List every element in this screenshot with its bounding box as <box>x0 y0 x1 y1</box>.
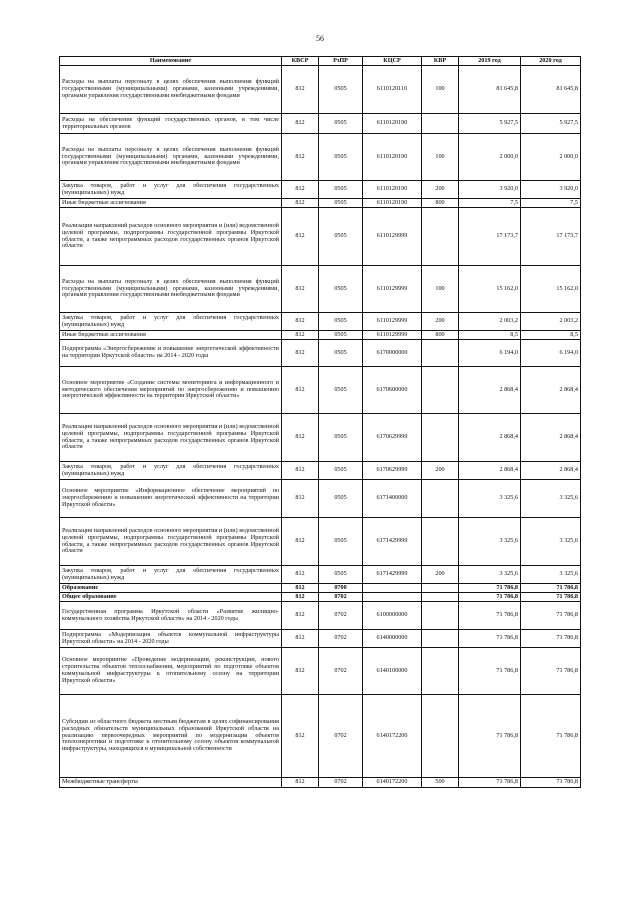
cell-kcsr <box>363 593 422 602</box>
cell-kvsr: 812 <box>282 66 319 114</box>
cell-kcsr: 6110129999 <box>363 266 422 313</box>
table-body <box>60 66 581 788</box>
cell-rzpr: 0505 <box>319 462 363 480</box>
cell-kvr <box>422 695 459 778</box>
cell-kcsr: 6140172200 <box>363 695 422 778</box>
cell-2020: 7,5 <box>521 199 581 208</box>
cell-name: Закупка товаров, работ и услуг для обеспечения государственных (муниципальных) нужд <box>60 313 282 331</box>
table-header-row <box>60 57 581 66</box>
cell-2020: 2 000,0 <box>521 134 581 181</box>
cell-kcsr: 6171429999 <box>363 518 422 566</box>
cell-name: Закупка товаров, работ и услуг для обеспечения государственных (муниципальных) нужд <box>60 462 282 480</box>
cell-name: Межбюджетные трансферты <box>60 778 282 788</box>
header-kvsr: КВСР <box>282 57 319 66</box>
cell-kvsr: 812 <box>282 331 319 340</box>
cell-2019: 6 194,0 <box>459 340 521 367</box>
cell-kvsr: 812 <box>282 584 319 593</box>
cell-name: Расходы на выплаты персоналу в целях обеспечения выполнения функций государственными (муниципальными) органами, казенными учреждениями, органами управления государственными внебюджетными фондами <box>60 266 282 313</box>
page-number: 56 <box>316 34 324 43</box>
header-2019: 2019 год <box>459 57 521 66</box>
cell-name: Закупка товаров, работ и услуг для обеспечения государственных (муниципальных) нужд <box>60 566 282 584</box>
cell-kvr <box>422 648 459 695</box>
cell-kcsr: 6171429999 <box>363 566 422 584</box>
table-row <box>60 566 581 584</box>
cell-kcsr: 6110120190 <box>363 181 422 199</box>
cell-kvsr: 812 <box>282 367 319 414</box>
cell-2020: 3 325,6 <box>521 566 581 584</box>
cell-2020: 15 162,0 <box>521 266 581 313</box>
cell-rzpr: 0700 <box>319 584 363 593</box>
cell-2020: 71 786,8 <box>521 648 581 695</box>
cell-kvsr: 812 <box>282 134 319 181</box>
cell-2020: 71 786,8 <box>521 602 581 630</box>
cell-2020: 5 927,5 <box>521 114 581 134</box>
cell-kvr <box>422 584 459 593</box>
cell-2019: 71 786,8 <box>459 648 521 695</box>
cell-kvsr: 812 <box>282 695 319 778</box>
cell-2019: 3 325,6 <box>459 480 521 518</box>
cell-2019: 2 868,4 <box>459 462 521 480</box>
cell-rzpr: 0702 <box>319 778 363 788</box>
cell-kcsr: 6140100000 <box>363 648 422 695</box>
cell-name: Реализация направлений расходов основного мероприятия и (или) ведомственной целевой программы, подпрограммы государственной программы Иркутской области, а также непрограммных расходов государственных органов Иркутской области <box>60 208 282 266</box>
cell-2019: 71 786,8 <box>459 584 521 593</box>
cell-2020: 71 786,8 <box>521 778 581 788</box>
table-row <box>60 66 581 114</box>
cell-name: Закупка товаров, работ и услуг для обеспечения государственных (муниципальных) нужд <box>60 181 282 199</box>
header-kvr: КВР <box>422 57 459 66</box>
cell-rzpr: 0505 <box>319 518 363 566</box>
cell-kcsr: 6170600000 <box>363 367 422 414</box>
cell-name: Основное мероприятие «Проведение модернизации, реконструкции, нового строительства объектов теплоснабжения, мероприятий по подготовке объектов коммунальной инфраструктуры к отопительному сезону на территории Иркутской области» <box>60 648 282 695</box>
cell-2019: 81 645,8 <box>459 66 521 114</box>
cell-2019: 15 162,0 <box>459 266 521 313</box>
cell-kvr <box>422 340 459 367</box>
cell-2020: 2 868,4 <box>521 462 581 480</box>
cell-kvsr: 812 <box>282 340 319 367</box>
cell-rzpr: 0505 <box>319 208 363 266</box>
cell-rzpr: 0505 <box>319 114 363 134</box>
budget-table <box>59 56 581 788</box>
cell-rzpr: 0505 <box>319 199 363 208</box>
cell-kvr <box>422 114 459 134</box>
table-row <box>60 266 581 313</box>
cell-kvsr: 812 <box>282 414 319 462</box>
cell-kcsr: 6170629999 <box>363 414 422 462</box>
cell-name: Основное мероприятие «Информационное обеспечение мероприятий по энергосбережению и повышению энергетической эффективности на территории Иркутской области» <box>60 480 282 518</box>
cell-2020: 3 920,0 <box>521 181 581 199</box>
cell-kvsr: 812 <box>282 648 319 695</box>
table-row <box>60 518 581 566</box>
cell-2020: 6 194,0 <box>521 340 581 367</box>
cell-kcsr: 6170629999 <box>363 462 422 480</box>
cell-kvr: 200 <box>422 181 459 199</box>
cell-name: Реализация направлений расходов основного мероприятия и (или) ведомственной целевой программы, подпрограммы государственной программы Иркутской области, а также непрограммных расходов государственных органов Иркутской области <box>60 518 282 566</box>
cell-2019: 7,5 <box>459 199 521 208</box>
cell-kvr <box>422 602 459 630</box>
cell-2019: 2 000,0 <box>459 134 521 181</box>
cell-kvr <box>422 208 459 266</box>
cell-kvr: 800 <box>422 331 459 340</box>
cell-rzpr: 0505 <box>319 313 363 331</box>
cell-2020: 3 325,6 <box>521 480 581 518</box>
cell-name: Расходы на выплаты персоналу в целях обеспечения выполнения функций государственными (муниципальными) органами, казенными учреждениями, органами управления государственными внебюджетными фондами <box>60 134 282 181</box>
cell-2019: 71 786,8 <box>459 602 521 630</box>
table-row <box>60 313 581 331</box>
cell-kvsr: 812 <box>282 593 319 602</box>
cell-kvr <box>422 518 459 566</box>
cell-2020: 71 786,8 <box>521 584 581 593</box>
cell-name: Государственная программа Иркутской области «Развитие жилищно-коммунального хозяйства Иркутской области» на 2014 - 2020 годы <box>60 602 282 630</box>
cell-rzpr: 0505 <box>319 134 363 181</box>
cell-rzpr: 0505 <box>319 66 363 114</box>
cell-kvr: 200 <box>422 566 459 584</box>
cell-kvsr: 812 <box>282 199 319 208</box>
table-row <box>60 134 581 181</box>
cell-kvr: 800 <box>422 199 459 208</box>
cell-kcsr: 6110129999 <box>363 331 422 340</box>
table-row <box>60 778 581 788</box>
cell-2019: 2 003,2 <box>459 313 521 331</box>
cell-kvsr: 812 <box>282 208 319 266</box>
cell-2020: 3 325,6 <box>521 518 581 566</box>
cell-kvsr: 812 <box>282 566 319 584</box>
cell-2020: 2 868,4 <box>521 367 581 414</box>
table-row <box>60 414 581 462</box>
cell-rzpr: 0505 <box>319 367 363 414</box>
cell-kcsr: 6110120190 <box>363 114 422 134</box>
cell-name: Образование <box>60 584 282 593</box>
cell-kvsr: 812 <box>282 602 319 630</box>
table-row <box>60 181 581 199</box>
cell-kvsr: 812 <box>282 181 319 199</box>
cell-2019: 3 920,0 <box>459 181 521 199</box>
cell-2019: 8,5 <box>459 331 521 340</box>
cell-rzpr: 0702 <box>319 602 363 630</box>
table-row <box>60 331 581 340</box>
cell-kvr <box>422 593 459 602</box>
cell-kcsr: 6171400000 <box>363 480 422 518</box>
cell-kvr <box>422 367 459 414</box>
cell-kcsr <box>363 584 422 593</box>
header-rzpr: РзПР <box>319 57 363 66</box>
cell-name: Расходы на обеспечение функций государственных органов, в том числе территориальных органов <box>60 114 282 134</box>
cell-kcsr: 6110120190 <box>363 199 422 208</box>
cell-2019: 71 786,8 <box>459 695 521 778</box>
table-row <box>60 114 581 134</box>
table-row <box>60 584 581 593</box>
cell-rzpr: 0702 <box>319 593 363 602</box>
cell-rzpr: 0505 <box>319 266 363 313</box>
cell-kvr: 200 <box>422 462 459 480</box>
cell-kvr: 200 <box>422 313 459 331</box>
cell-2019: 2 868,4 <box>459 367 521 414</box>
cell-kvsr: 812 <box>282 630 319 648</box>
cell-2019: 71 786,8 <box>459 630 521 648</box>
cell-kvr <box>422 414 459 462</box>
cell-2020: 81 645,8 <box>521 66 581 114</box>
table-row <box>60 199 581 208</box>
cell-rzpr: 0505 <box>319 181 363 199</box>
table-row <box>60 340 581 367</box>
table-row <box>60 648 581 695</box>
cell-2020: 71 786,8 <box>521 695 581 778</box>
table-row <box>60 695 581 778</box>
cell-rzpr: 0702 <box>319 630 363 648</box>
cell-kvsr: 812 <box>282 313 319 331</box>
cell-kvr: 100 <box>422 266 459 313</box>
cell-rzpr: 0505 <box>319 331 363 340</box>
cell-kvsr: 812 <box>282 266 319 313</box>
cell-name: Общее образование <box>60 593 282 602</box>
cell-rzpr: 0702 <box>319 648 363 695</box>
header-kcsr: КЦСР <box>363 57 422 66</box>
cell-kvsr: 812 <box>282 114 319 134</box>
cell-kcsr: 6110120190 <box>363 134 422 181</box>
cell-2019: 3 325,6 <box>459 518 521 566</box>
cell-2020: 2 003,2 <box>521 313 581 331</box>
table-row <box>60 462 581 480</box>
cell-rzpr: 0505 <box>319 340 363 367</box>
cell-kvr: 500 <box>422 778 459 788</box>
cell-name: Подпрограмма «Энергосбережение и повышение энергетической эффективности на территории Иркутской области» на 2014 - 2020 годы <box>60 340 282 367</box>
cell-kcsr: 6110129999 <box>363 313 422 331</box>
table-row <box>60 602 581 630</box>
cell-kvsr: 812 <box>282 518 319 566</box>
cell-2019: 71 786,8 <box>459 778 521 788</box>
cell-kvr <box>422 630 459 648</box>
table-row <box>60 208 581 266</box>
cell-name: Основное мероприятие «Создание системы мониторинга и информационного и методического обеспечения мероприятий по энергосбережению и повышению энергетической эффективности на территории Иркутской области» <box>60 367 282 414</box>
cell-name: Иные бюджетные ассигнования <box>60 199 282 208</box>
cell-rzpr: 0505 <box>319 414 363 462</box>
cell-2020: 8,5 <box>521 331 581 340</box>
cell-2019: 71 786,8 <box>459 593 521 602</box>
cell-2019: 17 173,7 <box>459 208 521 266</box>
table-row <box>60 593 581 602</box>
cell-kcsr: 6170000000 <box>363 340 422 367</box>
cell-kcsr: 6110120110 <box>363 66 422 114</box>
table-row <box>60 630 581 648</box>
cell-2019: 5 927,5 <box>459 114 521 134</box>
cell-2019: 3 325,6 <box>459 566 521 584</box>
cell-kcsr: 6140000000 <box>363 630 422 648</box>
cell-kvsr: 812 <box>282 778 319 788</box>
table-row <box>60 480 581 518</box>
cell-2020: 71 786,8 <box>521 630 581 648</box>
cell-rzpr: 0505 <box>319 566 363 584</box>
cell-kcsr: 6110129999 <box>363 208 422 266</box>
cell-kvsr: 812 <box>282 462 319 480</box>
cell-name: Иные бюджетные ассигнования <box>60 331 282 340</box>
cell-rzpr: 0702 <box>319 695 363 778</box>
cell-name: Расходы на выплаты персоналу в целях обеспечения выполнения функций государственными (муниципальными) органами, казенными учреждениями, органами управления государственными внебюджетными фондами <box>60 66 282 114</box>
cell-name: Субсидии из областного бюджета местным бюджетам в целях софинансирования расходных обязательств муниципальных образований Иркутской области на реализацию первоочередных мероприятий по модернизации объектов теплоэнергетики и подготовке к отопительному сезону объектов коммунальной инфраструктуры, находящихся в муниципальной собственности <box>60 695 282 778</box>
header-2020: 2020 год <box>521 57 581 66</box>
cell-kvsr: 812 <box>282 480 319 518</box>
cell-rzpr: 0505 <box>319 480 363 518</box>
cell-kcsr: 6140172200 <box>363 778 422 788</box>
header-name: Наименование <box>60 57 282 66</box>
cell-name: Подпрограмма «Модернизация объектов коммунальной инфраструктуры Иркутской области» на 2014 - 2020 годы <box>60 630 282 648</box>
cell-kvr: 100 <box>422 66 459 114</box>
cell-kvr: 100 <box>422 134 459 181</box>
cell-2020: 17 173,7 <box>521 208 581 266</box>
cell-kcsr: 6100000000 <box>363 602 422 630</box>
cell-kvr <box>422 480 459 518</box>
cell-2020: 71 786,8 <box>521 593 581 602</box>
cell-name: Реализация направлений расходов основного мероприятия и (или) ведомственной целевой программы, подпрограммы государственной программы Иркутской области, а также непрограммных расходов государственных органов Иркутской области <box>60 414 282 462</box>
table-row <box>60 367 581 414</box>
cell-2019: 2 868,4 <box>459 414 521 462</box>
cell-2020: 2 868,4 <box>521 414 581 462</box>
